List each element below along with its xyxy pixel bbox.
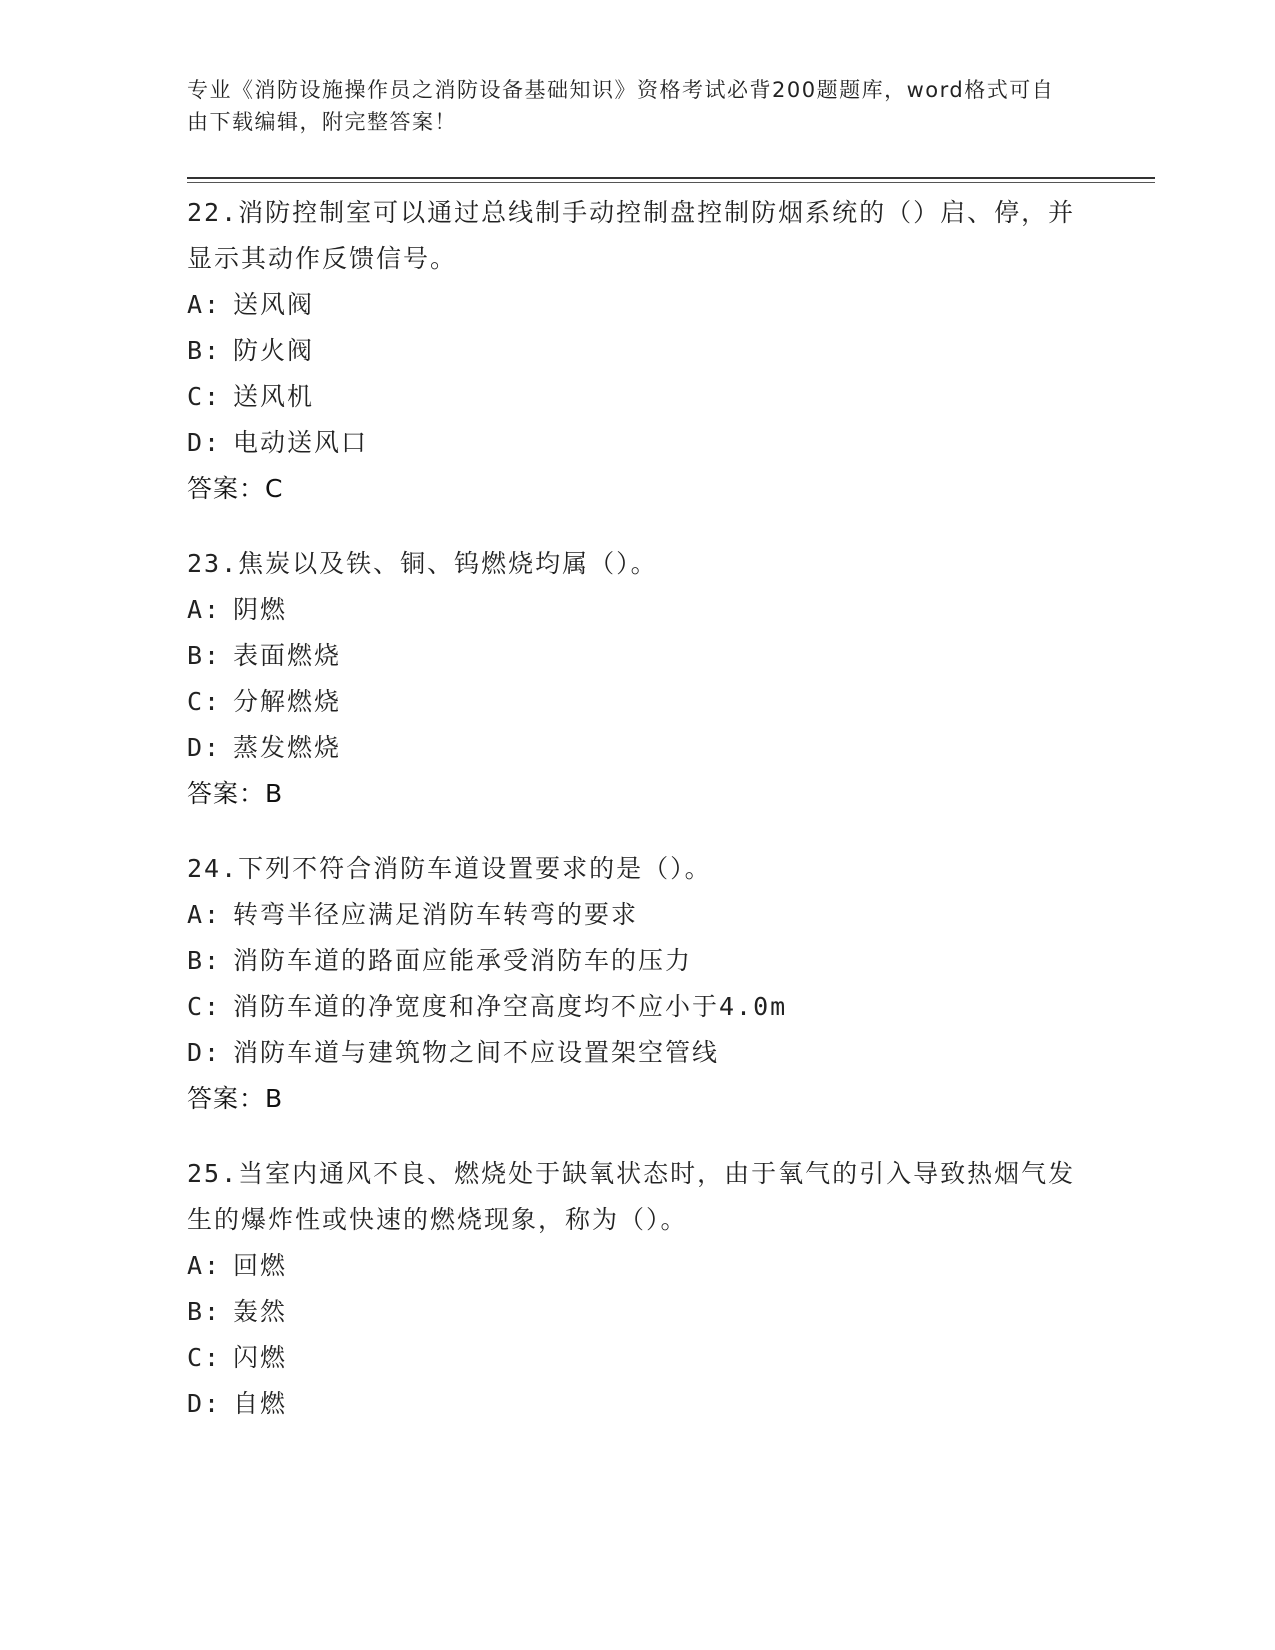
option-key: C:: [187, 382, 222, 411]
option-text: 电动送风口: [233, 428, 369, 457]
question-stem: 24.下列不符合消防车道设置要求的是（）。: [187, 854, 712, 883]
answer-line: 答案：B: [187, 779, 284, 808]
option-b: [187, 938, 1087, 984]
option-c: [187, 1335, 1087, 1381]
header-divider-thick: [187, 177, 1155, 179]
option-a: [187, 282, 1087, 328]
option-text: 送风机: [233, 382, 315, 411]
option-d: [187, 420, 1087, 466]
option-key: D:: [187, 1038, 222, 1067]
option-key: D:: [187, 1389, 222, 1418]
option-text: 蒸发燃烧: [233, 733, 342, 762]
option-text: 闪燃: [233, 1343, 288, 1372]
option-text: 表面燃烧: [233, 641, 342, 670]
option-key: C:: [187, 687, 222, 716]
document-intro: 专业《消防设施操作员之消防设备基础知识》资格考试必背200题题库，word格式可自由下载编辑，附完整答案！: [187, 78, 1055, 134]
option-key: A:: [187, 1251, 222, 1280]
option-text: 消防车道与建筑物之间不应设置架空管线: [233, 1038, 720, 1067]
option-c: [187, 984, 1087, 1030]
option-text: 消防车道的路面应能承受消防车的压力: [233, 946, 693, 975]
option-d: [187, 1381, 1087, 1427]
question-22: [187, 190, 1087, 512]
question-stem: 22.消防控制室可以通过总线制手动控制盘控制防烟系统的（）启、停，并显示其动作反馈信号。: [187, 198, 1076, 273]
option-text: 转弯半径应满足消防车转弯的要求: [233, 900, 639, 929]
option-d: [187, 725, 1087, 771]
option-a: [187, 587, 1087, 633]
option-key: B:: [187, 336, 222, 365]
option-text: 轰然: [233, 1297, 288, 1326]
option-text: 防火阀: [233, 336, 315, 365]
answer-line: 答案：B: [187, 1084, 284, 1113]
question-23: [187, 541, 1087, 817]
option-a: [187, 892, 1087, 938]
option-text: 送风阀: [233, 290, 315, 319]
option-c: [187, 679, 1087, 725]
option-text: 消防车道的净宽度和净空高度均不应小于4.0m: [233, 992, 788, 1021]
option-b: [187, 633, 1087, 679]
option-text: 回燃: [233, 1251, 288, 1280]
option-key: B:: [187, 641, 222, 670]
question-24: [187, 846, 1087, 1122]
question-stem: 25.当室内通风不良、燃烧处于缺氧状态时，由于氧气的引入导致热烟气发生的爆炸性或快速的燃烧现象，称为（）。: [187, 1159, 1076, 1234]
header-divider-thin: [187, 182, 1155, 183]
option-key: A:: [187, 900, 222, 929]
option-c: [187, 374, 1087, 420]
option-key: A:: [187, 595, 222, 624]
answer-line: 答案：C: [187, 474, 284, 503]
option-key: A:: [187, 290, 222, 319]
option-key: B:: [187, 946, 222, 975]
option-key: B:: [187, 1297, 222, 1326]
option-key: C:: [187, 1343, 222, 1372]
question-list: [187, 190, 1087, 1456]
option-key: D:: [187, 733, 222, 762]
question-25: [187, 1151, 1087, 1427]
option-key: C:: [187, 992, 222, 1021]
option-text: 分解燃烧: [233, 687, 342, 716]
question-stem: 23.焦炭以及铁、铜、钨燃烧均属（）。: [187, 549, 658, 578]
option-text: 自燃: [233, 1389, 288, 1418]
option-key: D:: [187, 428, 222, 457]
option-b: [187, 328, 1087, 374]
option-b: [187, 1289, 1087, 1335]
option-a: [187, 1243, 1087, 1289]
option-text: 阴燃: [233, 595, 288, 624]
option-d: [187, 1030, 1087, 1076]
